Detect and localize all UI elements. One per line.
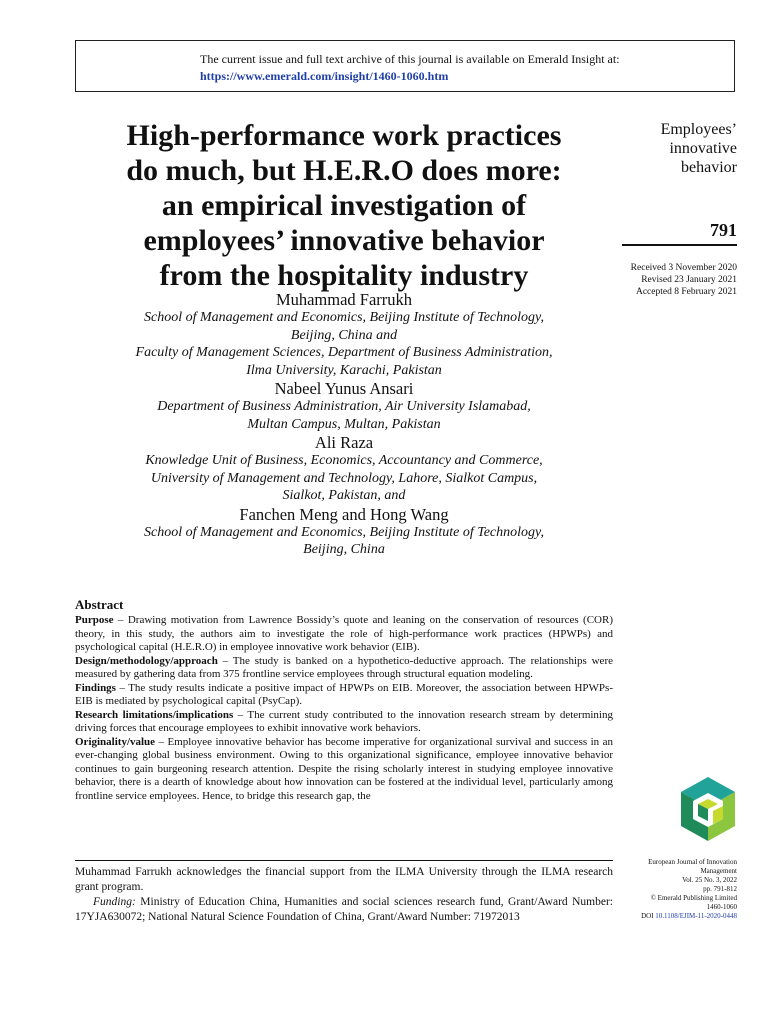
- affiliation-line: Sialkot, Pakistan, and: [282, 488, 406, 503]
- journal-info: [600, 858, 737, 921]
- journal-logo-icon: [677, 775, 739, 845]
- running-title-line: innovative: [669, 140, 737, 157]
- section-text: – The study is banked on a hypothetico-deductive approach. The relationships were measured by gathering data from 375 frontline service employees through structural equation modeling.: [75, 654, 613, 680]
- abstract-heading: Abstract: [75, 597, 124, 612]
- affiliation-line: Department of Business Administration, Air University Islamabad,: [157, 399, 531, 414]
- running-title-line: Employees’: [660, 121, 737, 138]
- page-number: 791: [710, 220, 737, 240]
- abstract-section: [75, 614, 613, 655]
- received-date: Received 3 November 2020: [630, 263, 737, 273]
- banner-text: The current issue and full text archive of this journal is available on Emerald Insight at:: [200, 52, 620, 66]
- revised-date: Revised 23 January 2021: [641, 275, 737, 285]
- accepted-date: Accepted 8 February 2021: [635, 287, 737, 297]
- acknowledgement: Muhammad Farrukh acknowledges the financial support from the ILMA University through the ILMA research grant program.: [75, 866, 613, 893]
- title-line: High-performance work practices: [126, 119, 562, 152]
- author-affiliation: [75, 309, 613, 379]
- journal-name-line: Management: [700, 867, 737, 875]
- title-line: from the hospitality industry: [159, 259, 529, 292]
- side-divider: [622, 244, 737, 246]
- affiliation-line: Knowledge Unit of Business, Economics, Accountancy and Commerce,: [145, 453, 543, 468]
- affiliation-line: Beijing, China and: [290, 327, 398, 343]
- journal-publisher: © Emerald Publishing Limited: [650, 894, 737, 902]
- abstract-body: [75, 614, 613, 803]
- journal-banner: [75, 40, 735, 92]
- affiliation-line: Faculty of Management Sciences, Department of Business Administration,: [135, 345, 553, 360]
- section-label: Design/methodology/approach: [75, 654, 218, 667]
- funding-note: [75, 895, 613, 925]
- section-text: – The study results indicate a positive impact of HPWPs on EIB. Moreover, the association between HPWPs-EIB is mediated by psychological capital (PsyCap).: [75, 681, 613, 707]
- author-block: [75, 290, 613, 559]
- section-text: – Drawing motivation from Lawrence Bossidy’s quote and leaning on the conservation of resources (COR) theory, in this study, the authors aim to investigate the role of high-performance work practices (HPWPs) and psychological capital (H.E.R.O) in employee innovative work behavior (EIB).: [75, 614, 613, 653]
- author-name: Nabeel Yunus Ansari: [274, 379, 414, 398]
- section-text: – The current study contributed to the innovation research stream by determining driving forces that encourage employees to exhibit innovative work behaviors.: [75, 708, 613, 734]
- affiliation-line: School of Management and Economics, Beijing Institute of Technology,: [144, 310, 544, 325]
- footnote: [75, 865, 613, 925]
- author-affiliation: [75, 524, 613, 559]
- author-affiliation: [75, 398, 613, 433]
- abstract-section: [75, 682, 613, 709]
- title-line: do much, but H.E.R.O does more:: [126, 154, 562, 187]
- section-label: Purpose: [75, 614, 114, 626]
- author-affiliation: [75, 452, 613, 505]
- section-label: Research limitations/implications: [75, 708, 234, 721]
- affiliation-line: Beijing, China: [303, 542, 385, 557]
- running-title: [620, 120, 737, 177]
- section-label: Findings: [75, 681, 116, 694]
- journal-pages: pp. 791-812: [703, 885, 737, 893]
- journal-url-link[interactable]: https://www.emerald.com/insight/1460-1060.htm: [200, 69, 449, 83]
- abstract-section: [75, 655, 613, 682]
- journal-volume: Vol. 25 No. 3, 2022: [682, 876, 737, 884]
- abstract-section: [75, 736, 613, 804]
- title-line: an empirical investigation of: [161, 189, 527, 222]
- affiliation-line: Multan Campus, Multan, Pakistan: [247, 416, 441, 432]
- journal-issn: 1460-1060: [706, 903, 737, 911]
- submission-dates: [600, 262, 737, 298]
- doi-link[interactable]: 10.1108/EJIM-11-2020-0448: [655, 912, 737, 920]
- paper-title: [75, 118, 613, 293]
- footnote-divider: [75, 860, 613, 861]
- funding-text: Ministry of Education China, Humanities and social sciences research fund, Grant/Award Number: 17YJA630072; National Natural Science Foundation of China, Grant/Award Number: 71972013: [75, 896, 613, 923]
- affiliation-line: University of Management and Technology, Lahore, Sialkot Campus,: [150, 470, 538, 486]
- author-name: Ali Raza: [314, 433, 374, 452]
- journal-doi: [600, 912, 737, 921]
- journal-name-line: European Journal of Innovation: [648, 858, 737, 866]
- affiliation-line: Ilma University, Karachi, Pakistan: [246, 362, 442, 378]
- section-text: – Employee innovative behavior has become imperative for organizational survival and success in an ever-changing global business environment. Owing to this organizational significance, employee innovative behavior continues to gain burgeoning research attention. Despite the rising scholarly interest in studying employee innovative behavior, there is a dearth of knowledge about how innovation can be fostered at the individual level, particularly among frontline service employees. Hence, to bridge this research gap, the: [75, 735, 613, 802]
- doi-label: DOI: [641, 912, 654, 920]
- running-title-line: behavior: [681, 159, 737, 176]
- abstract-section: [75, 709, 613, 736]
- title-line: employees’ innovative behavior: [143, 224, 545, 257]
- affiliation-line: School of Management and Economics, Beijing Institute of Technology,: [144, 524, 544, 540]
- funding-label: Funding:: [93, 896, 136, 908]
- section-label: Originality/value: [75, 735, 156, 748]
- author-name: Fanchen Meng and Hong Wang: [239, 504, 449, 524]
- author-name: Muhammad Farrukh: [275, 290, 413, 309]
